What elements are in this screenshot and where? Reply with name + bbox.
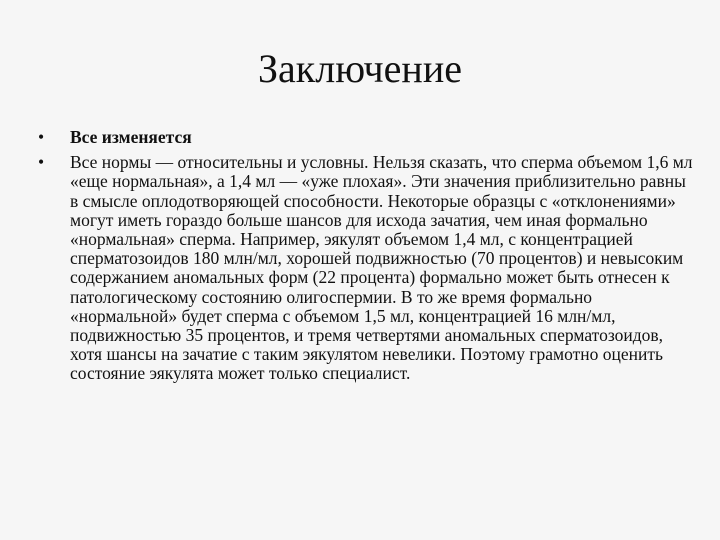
bullet-item-norms xyxy=(38,153,698,383)
bullet-marker: • xyxy=(38,152,45,173)
bullet-item-summary xyxy=(38,128,698,147)
slide-title: Заключение xyxy=(258,46,462,91)
bullet-list xyxy=(38,128,698,390)
bullet-text: Все изменяется xyxy=(70,127,192,147)
bullet-text: Все нормы — относительны и условны. Нельзя сказать, что сперма объемом 1,6 мл «еще нормальная», а 1,4 мл — «уже плохая». Эти значения приблизительно равны в смысле оплодотворяющей способности. Некоторые образцы с «отклонениями» могут иметь гораздо больше шансов для исхода зачатия, чем иная формально «нормальная» сперма. Например, эякулят объемом 1,4 мл, с концентрацией сперматозоидов 180 млн/мл, хорошей подвижностью (70 процентов) и невысоким содержанием аномальных форм (22 процента) формально может быть отнесен к патологическому состоянию олигоспермии. В то же время формально «нормальной» будет сперма с объемом 1,5 мл, концентрацией 16 млн/мл, подвижностью 35 процентов, и тремя четвертями аномальных сперматозоидов, хотя шансы на зачатие с таким эякулятом невелики. Поэтому грамотно оценить состояние эякулята может только специалист. xyxy=(70,152,693,384)
bullet-marker: • xyxy=(38,127,45,147)
